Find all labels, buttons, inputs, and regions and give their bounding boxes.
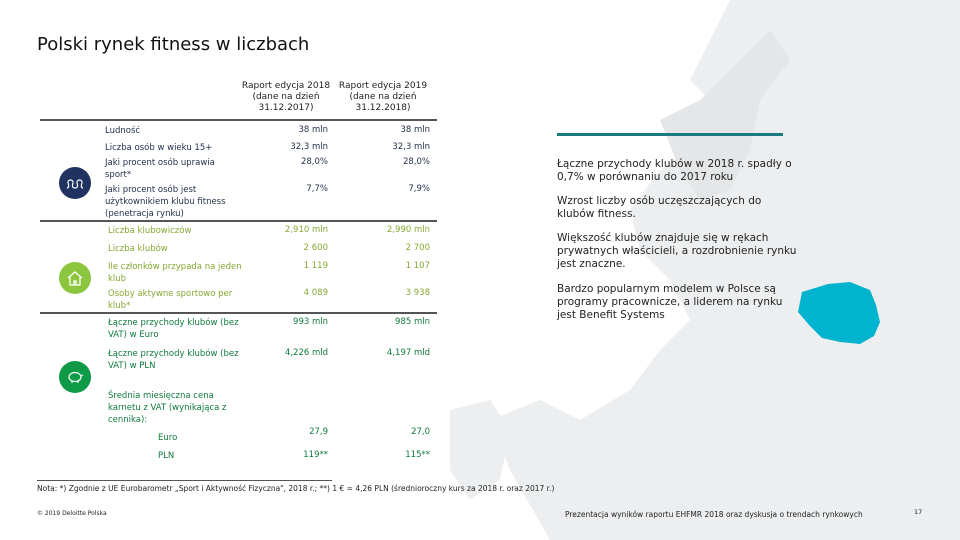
value-2018: 993 mln bbox=[293, 317, 328, 327]
row-label: Liczba klubów bbox=[108, 244, 168, 254]
value-2018: 28,0% bbox=[300, 157, 328, 167]
note-ownership: Większość klubów znajduje się w rękach prywatnych właścicieli, a rozdrobnienie rynku jest znaczne. bbox=[557, 232, 797, 270]
row-label: Jaki procent osób jest użytkownikiem klubu fitness (penetracja rynku) bbox=[105, 185, 226, 219]
value-2019: 115** bbox=[405, 450, 430, 460]
value-2018: 4,226 mld bbox=[284, 348, 328, 358]
value-2019: 4,197 mld bbox=[386, 348, 430, 358]
value-2018: 38 mln bbox=[298, 125, 328, 135]
row-label: Łączne przychody klubów (bez VAT) w PLN bbox=[108, 349, 239, 371]
value-2018: 7,7% bbox=[306, 184, 328, 194]
value-2018: 27,9 bbox=[309, 427, 328, 437]
row-label: Średnia miesięczna cena karnetu z VAT (wynikająca z cennika): bbox=[108, 391, 227, 425]
accent-rule bbox=[557, 133, 783, 136]
value-2019: 7,9% bbox=[408, 184, 430, 194]
row-label: Ludność bbox=[105, 126, 141, 136]
value-2018: 2,910 mln bbox=[284, 225, 328, 235]
row-label: Euro bbox=[158, 433, 178, 443]
value-2018: 4 089 bbox=[303, 288, 328, 298]
house-icon bbox=[59, 262, 91, 294]
value-2018: 2 600 bbox=[303, 243, 328, 253]
row-label: Liczba osób w wieku 15+ bbox=[105, 143, 213, 153]
value-2018: 119** bbox=[303, 450, 328, 460]
value-2018: 1 119 bbox=[303, 261, 328, 271]
page-title: Polski rynek fitness w liczbach bbox=[37, 34, 310, 55]
value-2019: 985 mln bbox=[395, 317, 430, 327]
divider bbox=[40, 119, 437, 121]
value-2019: 27,0 bbox=[411, 427, 430, 437]
value-2019: 1 107 bbox=[405, 261, 430, 271]
footnote-rule bbox=[37, 480, 332, 481]
people-icon bbox=[59, 167, 91, 199]
note-programs: Bardzo popularnym modelem w Polsce są programy pracownicze, a liderem na rynku jest Benefit Systems bbox=[557, 283, 783, 321]
column-header-2018: Raport edycja 2018 (dane na dzień 31.12.2017) bbox=[241, 81, 331, 113]
copyright: © 2019 Deloitte Polska bbox=[37, 510, 107, 517]
piggy-bank-icon bbox=[59, 361, 91, 393]
divider bbox=[40, 220, 437, 222]
row-label: Osoby aktywne sportowo per klub* bbox=[108, 289, 233, 311]
value-2018: 32,3 mln bbox=[290, 142, 328, 152]
value-2019: 2,990 mln bbox=[386, 225, 430, 235]
column-header-2019: Raport edycja 2019 (dane na dzień 31.12.2018) bbox=[338, 81, 428, 113]
row-label: Ile członków przypada na jeden klub bbox=[108, 262, 242, 284]
note-revenue: Łączne przychody klubów w 2018 r. spadły o 0,7% w porównaniu do 2017 roku bbox=[557, 158, 792, 183]
row-label: PLN bbox=[158, 451, 175, 461]
row-label: Liczba klubowiczów bbox=[108, 226, 192, 236]
note-growth: Wzrost liczby osób uczęszczających do klubów fitness. bbox=[557, 195, 762, 220]
row-label: Jaki procent osób uprawia sport* bbox=[105, 158, 215, 180]
value-2019: 32,3 mln bbox=[392, 142, 430, 152]
value-2019: 3 938 bbox=[405, 288, 430, 298]
divider bbox=[40, 312, 437, 314]
value-2019: 38 mln bbox=[400, 125, 430, 135]
page-number: 17 bbox=[914, 508, 923, 516]
row-label: Łączne przychody klubów (bez VAT) w Euro bbox=[108, 318, 239, 340]
value-2019: 2 700 bbox=[405, 243, 430, 253]
presentation-title: Prezentacja wyników raportu EHFMR 2018 oraz dyskusja o trendach rynkowych bbox=[565, 510, 863, 519]
footnote: Nota: *) Zgodnie z UE Eurobarometr „Sport i Aktywność Fizyczna", 2018 r.; **) 1 € = 4,26 PLN (średnioroczny kurs za 2018 r. oraz 2017 r.) bbox=[37, 484, 555, 493]
value-2019: 28,0% bbox=[402, 157, 430, 167]
